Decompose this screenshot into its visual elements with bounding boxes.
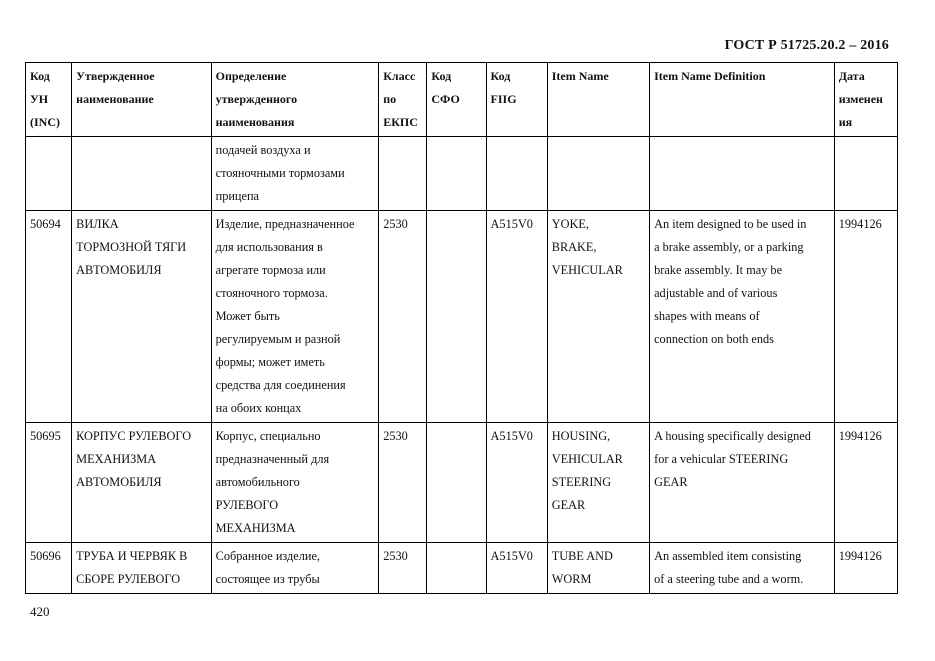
cell-line: агрегате тормоза или (215, 263, 326, 277)
cell-line: АВТОМОБИЛЯ (76, 263, 162, 277)
cell-line: GEAR (551, 498, 586, 512)
cell-line: Определение (215, 69, 287, 83)
cell-fiig: A515V0 (486, 423, 547, 543)
table-row (26, 211, 898, 423)
cell-line: FIIG (490, 92, 517, 106)
cell-line: STEERING (551, 475, 612, 489)
header-item-name (547, 63, 649, 137)
cell-line: ВИЛКА (76, 217, 119, 231)
page-number: 420 (30, 604, 50, 619)
cell-approved-name (72, 211, 211, 423)
cell-date: 1994126 (834, 423, 897, 543)
cell-line: на обоих концах (215, 401, 302, 415)
cell-fiig: A515V0 (486, 543, 547, 594)
cell-line: A housing specifically designed (654, 429, 811, 443)
table-row (26, 137, 898, 211)
cell-line: VEHICULAR (551, 452, 623, 466)
header-sfo (427, 63, 486, 137)
cell-line: GEAR (654, 475, 688, 489)
table-row (26, 423, 898, 543)
cell-line: формы; может иметь (215, 355, 325, 369)
cell-class: 2530 (379, 423, 427, 543)
cell-fiig (486, 137, 547, 211)
cell-line: ия (838, 115, 853, 129)
cell-line: for a vehicular STEERING (654, 452, 789, 466)
cell-line: средства для соединения (215, 378, 346, 392)
cell-definition (211, 543, 379, 594)
cell-line: Может быть (215, 309, 280, 323)
cell-line: Корпус, специально (215, 429, 321, 443)
cell-line: of a steering tube and a worm. (654, 572, 804, 586)
cell-item-name (547, 543, 649, 594)
cell-item-name (547, 423, 649, 543)
cell-approved-name (72, 543, 211, 594)
cell-line: прицепа (215, 189, 260, 203)
cell-line: наименование (76, 92, 154, 106)
cell-sfo (427, 543, 486, 594)
cell-line: ТОРМОЗНОЙ ТЯГИ (76, 240, 187, 254)
cell-line: подачей воздуха и (215, 143, 311, 157)
cell-line: Код (30, 69, 50, 83)
cell-line: СБОРЕ РУЛЕВОГО (76, 572, 181, 586)
header-approved-name (72, 63, 211, 137)
cell-line: ЕКПС (383, 115, 418, 129)
cell-line: Собранное изделие, (215, 549, 321, 563)
header-date (834, 63, 897, 137)
cell-line: утвержденного (215, 92, 298, 106)
cell-line: МЕХАНИЗМА (76, 452, 157, 466)
table-header-row (26, 63, 898, 137)
cell-line: автомобильного (215, 475, 300, 489)
cell-item-def (650, 211, 835, 423)
cell-class: 2530 (379, 543, 427, 594)
cell-line: brake assembly. It may be (654, 263, 783, 277)
header-definition (211, 63, 379, 137)
cell-definition (211, 211, 379, 423)
cell-line: для использования в (215, 240, 323, 254)
cell-line: Item Name (551, 69, 609, 83)
cell-item-def (650, 423, 835, 543)
cell-line: BRAKE, (551, 240, 597, 254)
cell-class (379, 137, 427, 211)
cell-line: An item designed to be used in (654, 217, 807, 231)
cell-line: изменен (838, 92, 883, 106)
cell-line: стояночного тормоза. (215, 286, 328, 300)
cell-line: WORM (551, 572, 592, 586)
header-class (379, 63, 427, 137)
header-item-def (650, 63, 835, 137)
cell-line: АВТОМОБИЛЯ (76, 475, 162, 489)
cell-line: An assembled item consisting (654, 549, 802, 563)
cell-class: 2530 (379, 211, 427, 423)
cell-sfo (427, 211, 486, 423)
cell-date (834, 137, 897, 211)
cell-item-def (650, 137, 835, 211)
table-row (26, 543, 898, 594)
cell-line: a brake assembly, or a parking (654, 240, 804, 254)
cell-approved-name (72, 423, 211, 543)
cell-line: shapes with means of (654, 309, 760, 323)
cell-date: 1994126 (834, 543, 897, 594)
cell-line: Утвержденное (76, 69, 155, 83)
cell-line: YOKE, (551, 217, 589, 231)
cell-line: КОРПУС РУЛЕВОГО (76, 429, 192, 443)
cell-inc: 50695 (26, 423, 72, 543)
cell-line: РУЛЕВОГО (215, 498, 279, 512)
catalog-table (25, 62, 898, 594)
cell-line: по (383, 92, 397, 106)
cell-line: УН (30, 92, 49, 106)
cell-line: наименования (215, 115, 295, 129)
cell-inc: 50694 (26, 211, 72, 423)
header-fiig (486, 63, 547, 137)
cell-line: состоящее из трубы (215, 572, 320, 586)
cell-item-name (547, 211, 649, 423)
cell-line: HOUSING, (551, 429, 611, 443)
cell-line: Изделие, предназначенное (215, 217, 355, 231)
cell-sfo (427, 137, 486, 211)
cell-line: Класс (383, 69, 416, 83)
cell-line: connection on both ends (654, 332, 774, 346)
cell-line: ТРУБА И ЧЕРВЯК В (76, 549, 188, 563)
cell-line: предназначенный для (215, 452, 330, 466)
cell-sfo (427, 423, 486, 543)
cell-line: МЕХАНИЗМА (215, 521, 296, 535)
cell-item-name (547, 137, 649, 211)
cell-line: TUBE AND (551, 549, 613, 563)
table-body (26, 137, 898, 594)
cell-line: VEHICULAR (551, 263, 623, 277)
header-inc (26, 63, 72, 137)
cell-fiig: A515V0 (486, 211, 547, 423)
cell-definition (211, 137, 379, 211)
cell-line: стояночными тормозами (215, 166, 345, 180)
cell-line: Item Name Definition (654, 69, 766, 83)
cell-line: Код (490, 69, 511, 83)
cell-line: Дата (838, 69, 865, 83)
cell-inc (26, 137, 72, 211)
cell-definition (211, 423, 379, 543)
cell-line: Код (431, 69, 452, 83)
cell-line: (INC) (30, 115, 60, 129)
cell-line: СФО (431, 92, 460, 106)
cell-inc: 50696 (26, 543, 72, 594)
cell-approved-name (72, 137, 211, 211)
cell-item-def (650, 543, 835, 594)
cell-line: adjustable and of various (654, 286, 778, 300)
document-title: ГОСТ Р 51725.20.2 – 2016 (724, 38, 889, 53)
cell-date: 1994126 (834, 211, 897, 423)
cell-line: регулируемым и разной (215, 332, 341, 346)
